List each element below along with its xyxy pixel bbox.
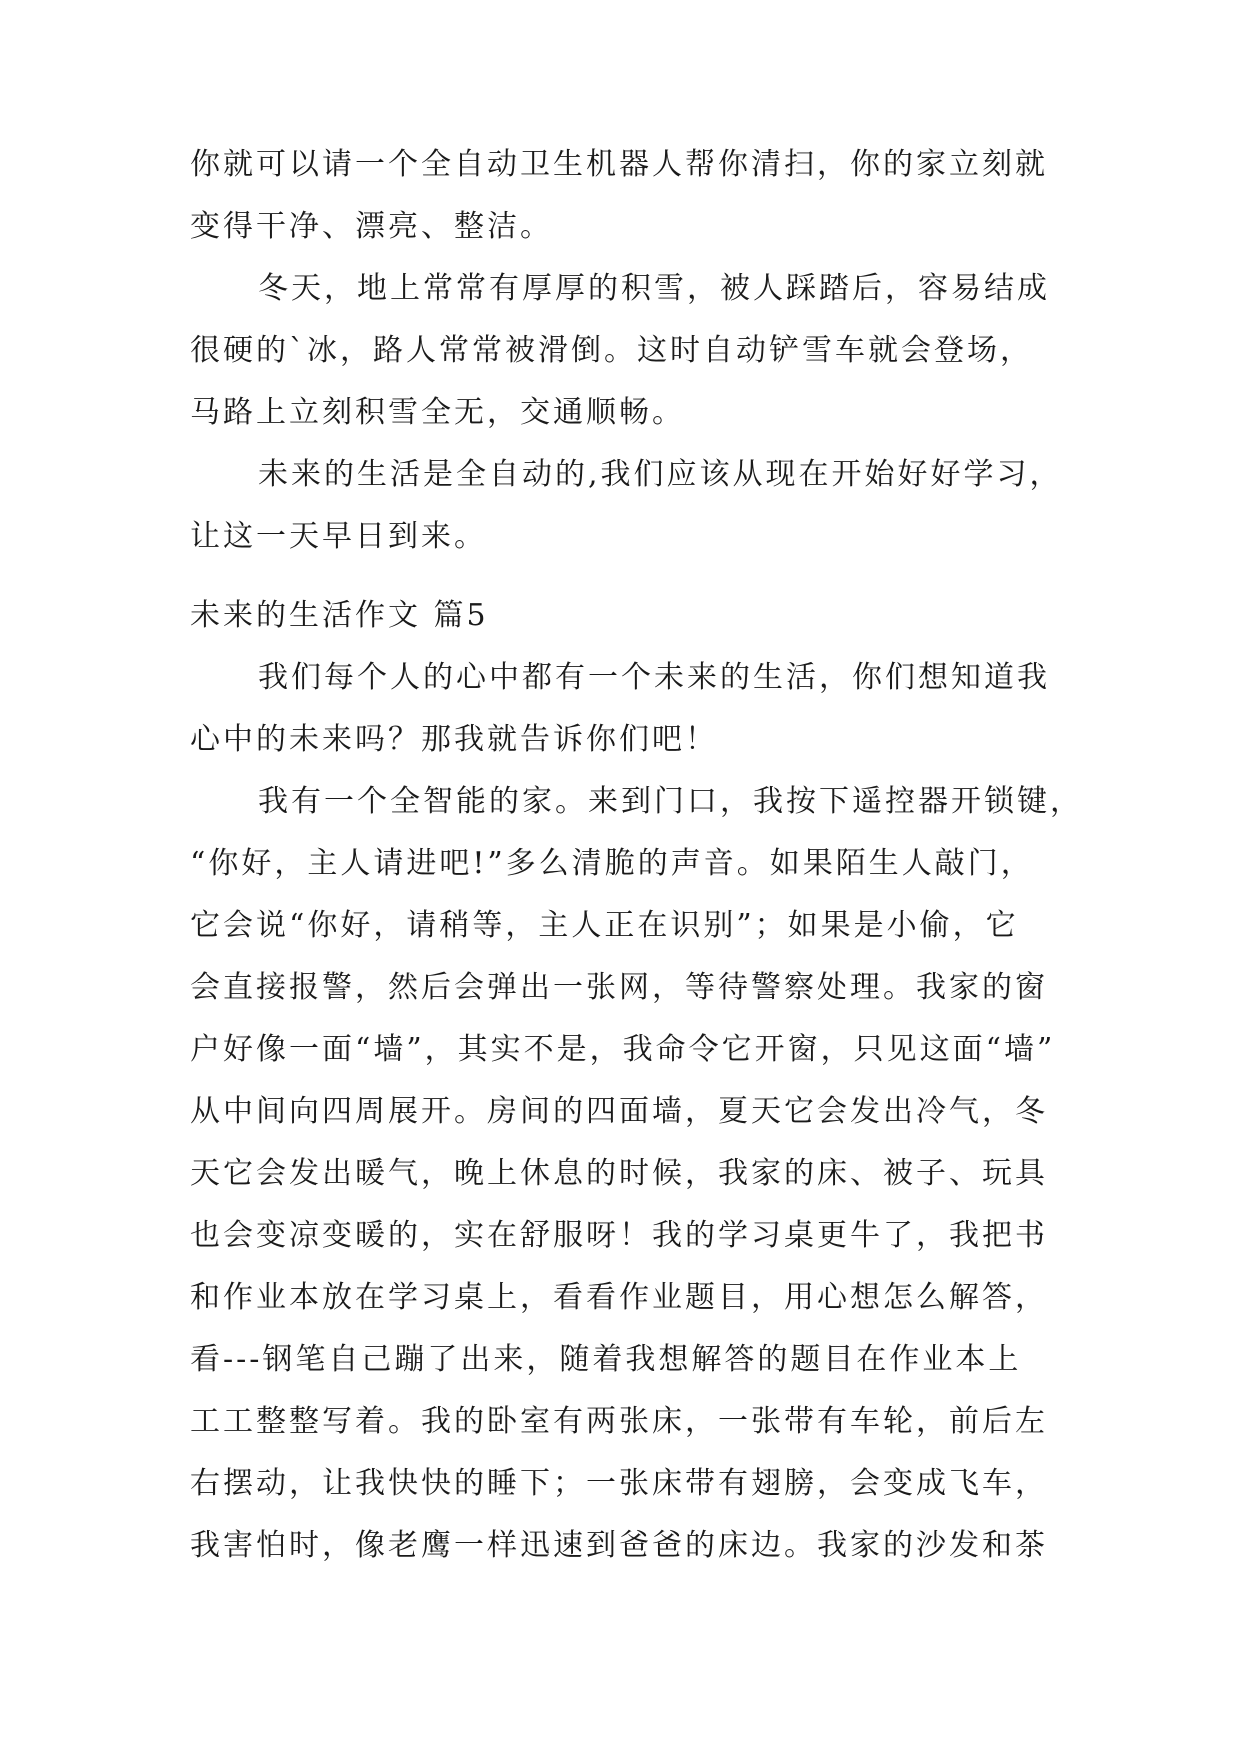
text-line: 户好像一面“墙”，其实不是，我命令它开窗，只见这面“墙” [190,1032,1056,1067]
text-line: “你好，主人请进吧!”多么清脆的声音。如果陌生人敲门， [190,846,1034,881]
text-section-top [190,134,1063,568]
text-line: 它会说“你好，请稍等，主人正在识别”；如果是小偷，它 [190,908,1019,943]
text-line: 马路上立刻积雪全无，交通顺畅。 [190,395,685,430]
text-line: 工工整整写着。我的卧室有两张床，一张带有车轮，前后左 [190,1404,1048,1439]
text-line: 你就可以请一个全自动卫生机器人帮你清扫，你的家立刻就 [190,147,1048,182]
text-line: 很硬的`冰，路人常常被滑倒。这时自动铲雪车就会登场， [190,333,1033,368]
section-heading-block [190,585,1060,647]
text-line: 从中间向四周展开。房间的四面墙，夏天它会发出冷气，冬 [190,1094,1048,1129]
text-line: 变得干净、漂亮、整洁。 [190,209,553,244]
section-heading: 未来的生活作文 篇5 [190,598,489,633]
text-line: 天它会发出暖气，晚上休息的时候，我家的床、被子、玩具 [190,1156,1048,1191]
text-line: 让这一天早日到来。 [190,519,487,554]
text-line: 和作业本放在学习桌上，看看作业题目，用心想怎么解答， [190,1280,1048,1315]
text-line: 我们每个人的心中都有一个未来的生活，你们想知道我 [258,660,1050,695]
text-line: 会直接报警，然后会弹出一张网，等待警察处理。我家的窗 [190,970,1048,1005]
text-line: 我有一个全智能的家。来到门口，我按下遥控器开锁键， [258,784,1083,819]
text-line: 右摆动，让我快快的睡下；一张床带有翅膀，会变成飞车， [190,1466,1048,1501]
text-section-bottom [190,647,1083,1577]
text-line: 也会变凉变暖的，实在舒服呀！我的学习桌更牛了，我把书 [190,1218,1048,1253]
text-line: 未来的生活是全自动的,我们应该从现在开始好好学习， [258,457,1063,492]
text-line: 心中的未来吗？那我就告诉你们吧！ [190,722,718,757]
text-line: 冬天，地上常常有厚厚的积雪，被人踩踏后，容易结成 [258,271,1050,306]
text-line: 我害怕时，像老鹰一样迅速到爸爸的床边。我家的沙发和茶 [190,1528,1048,1563]
text-line: 看---钢笔自己蹦了出来，随着我想解答的题目在作业本上 [190,1342,1022,1377]
